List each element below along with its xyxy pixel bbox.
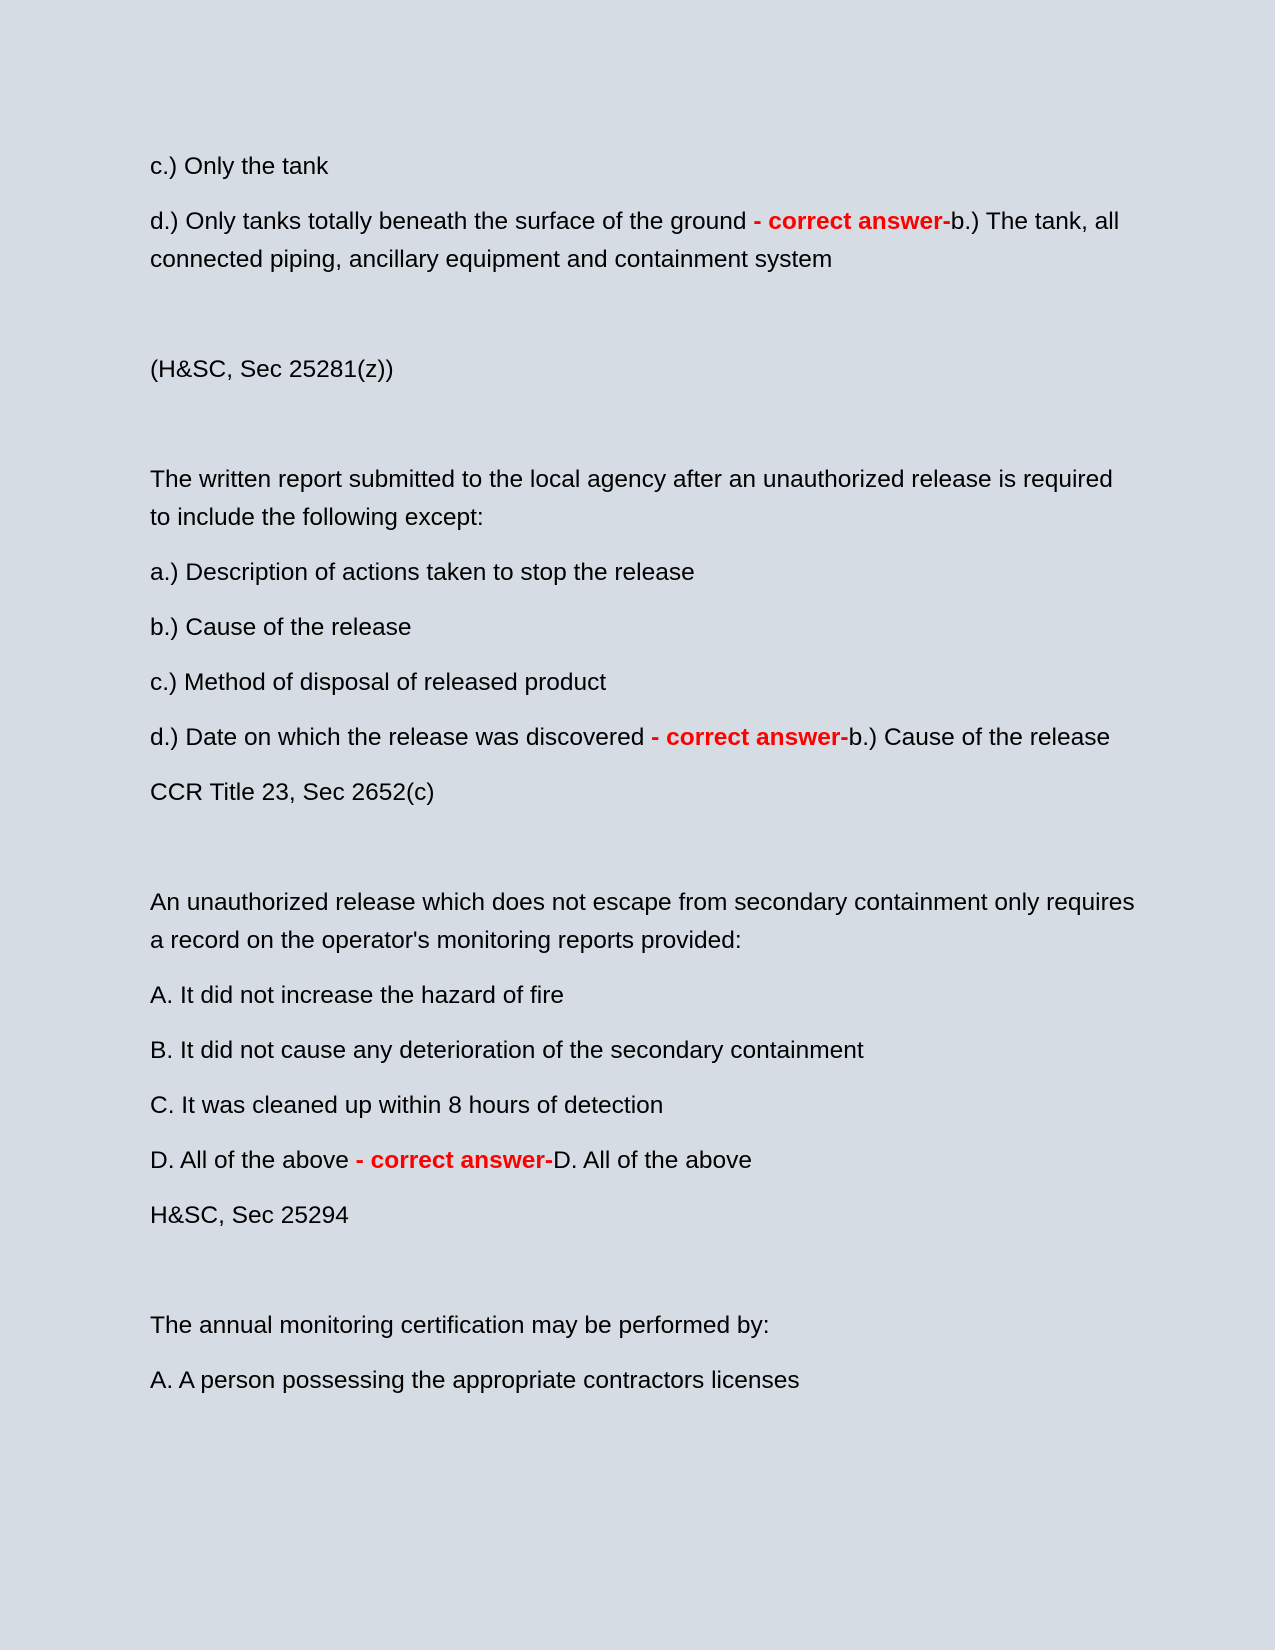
spacer [150,296,1140,351]
option-d-with-answer [150,203,1140,279]
question-annual-certification: The annual monitoring certification may be performed by: [150,1312,770,1339]
option-a: A. It did not increase the hazard of fire [150,982,565,1009]
question-unauthorized-release: An unauthorized release which does not escape from secondary containment only requires a record on the operator's monitoring reports provided: [150,889,1135,954]
option-text: d.) Only tanks totally beneath the surface of the ground [150,208,754,235]
option-a: A. A person possessing the appropriate contractors licenses [150,1367,800,1394]
option-text: d.) Date on which the release was discovered [150,724,652,751]
answer-text: b.) Cause of the release [848,724,1111,751]
spacer [150,406,1140,461]
spacer [150,829,1140,884]
answer-text: b.) The tank, all connected piping, ancillary equipment and containment system [150,208,1120,273]
answer-text: D. All of the above [553,1147,752,1174]
option-text: D. All of the above [150,1147,356,1174]
document-page [150,148,1140,1417]
citation: CCR Title 23, Sec 2652(c) [150,779,435,806]
spacer [150,1252,1140,1307]
option-c-only-the-tank: c.) Only the tank [150,153,329,180]
option-c: C. It was cleaned up within 8 hours of detection [150,1092,664,1119]
option-d-with-answer [150,719,1140,757]
correct-answer-marker: - correct answer- [355,1147,554,1174]
citation: H&SC, Sec 25294 [150,1202,349,1229]
option-c: c.) Method of disposal of released product [150,669,607,696]
option-b: B. It did not cause any deterioration of the secondary containment [150,1037,864,1064]
option-a: a.) Description of actions taken to stop the release [150,559,695,586]
citation: (H&SC, Sec 25281(z)) [150,356,394,383]
question-written-report: The written report submitted to the local agency after an unauthorized release is required to include the following except: [150,466,1113,531]
correct-answer-marker: - correct answer- [651,724,849,751]
correct-answer-marker: - correct answer- [753,208,951,235]
option-b: b.) Cause of the release [150,614,412,641]
option-d-with-answer [150,1142,1140,1180]
